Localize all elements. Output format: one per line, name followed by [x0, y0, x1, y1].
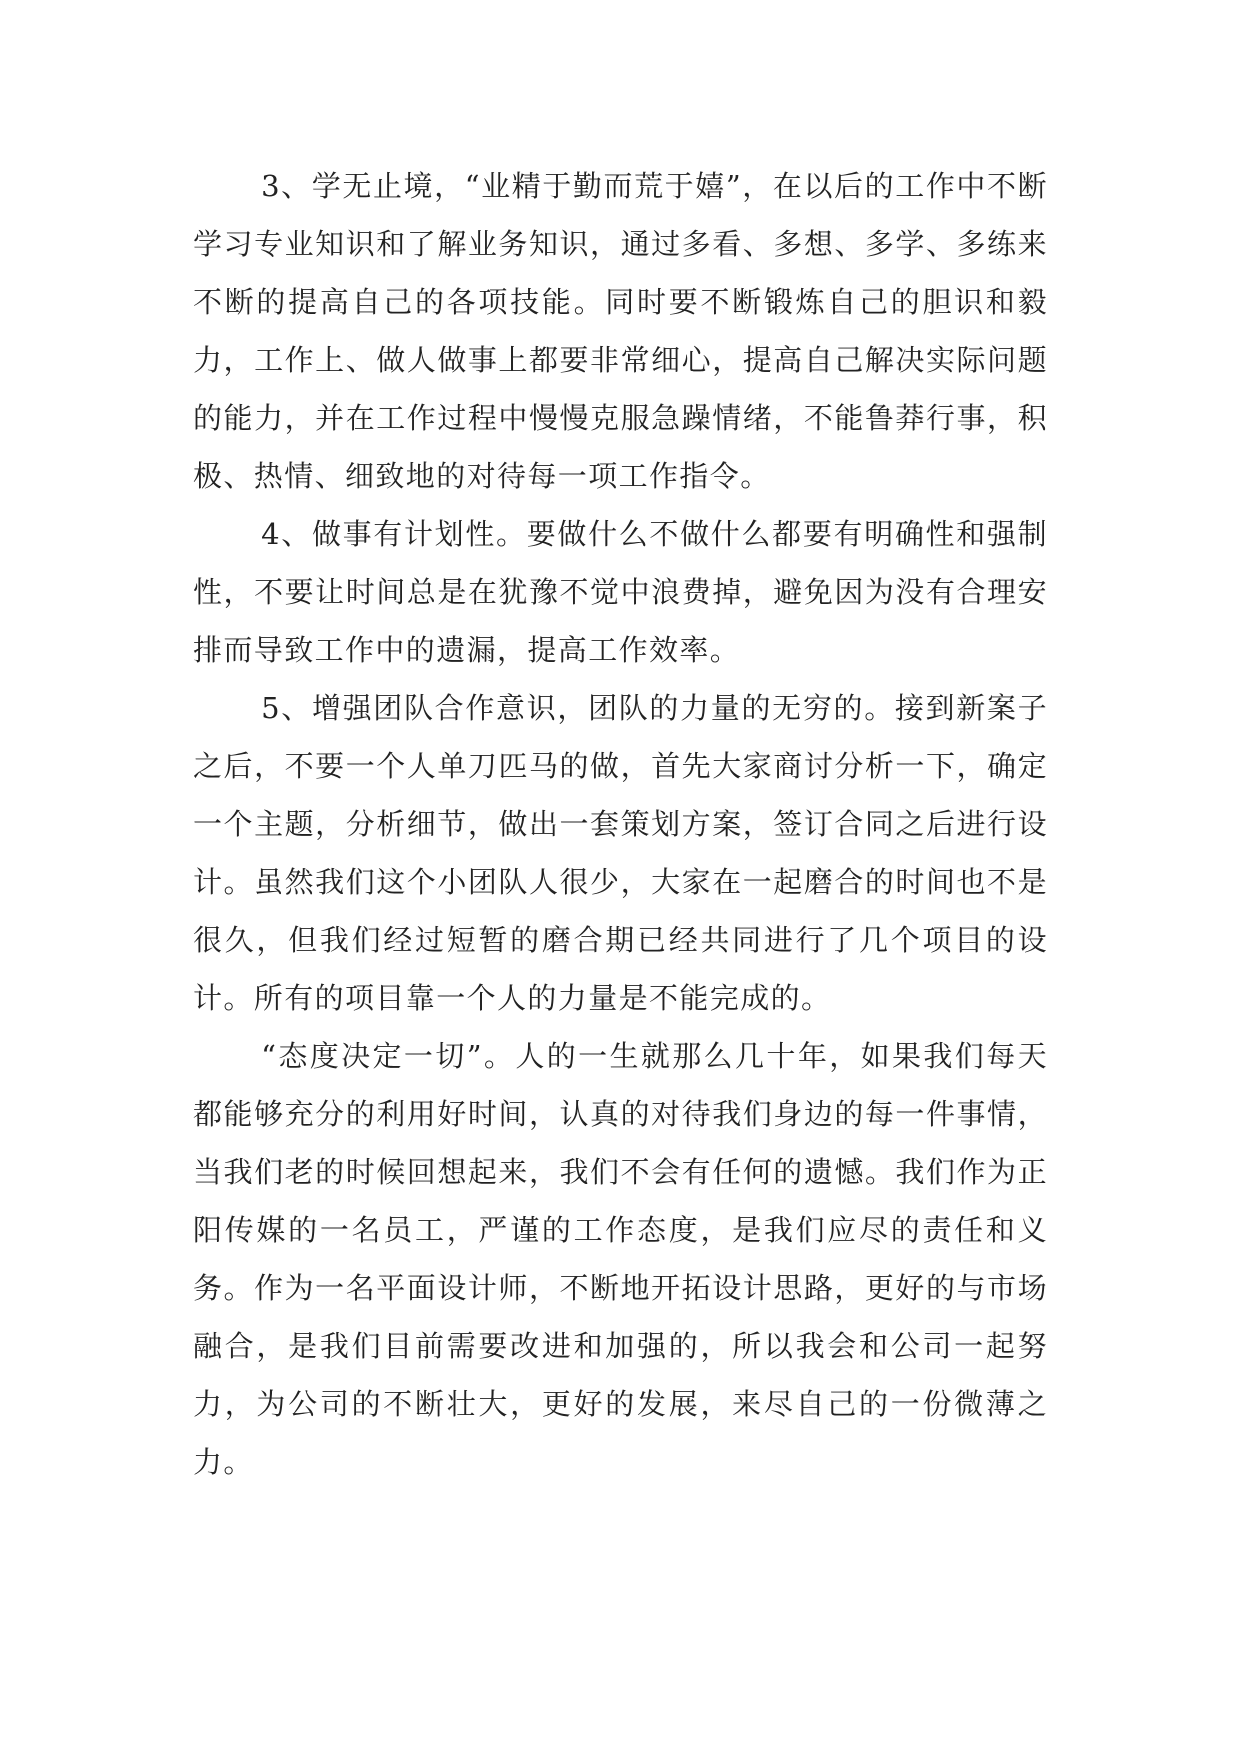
paragraph-point-3: 3、学无止境，“业精于勤而荒于嬉”，在以后的工作中不断学习专业知识和了解业务知识，通过多看、多想、多学、多练来不断的提高自己的各项技能。同时要不断锻炼自己的胆识和毅力，工作上、做人做事上都要非常细心，提高自己解决实际问题的能力，并在工作过程中慢慢克服急躁情绪，不能鲁莽行事，积极、热情、细致地的对待每一项工作指令。 — [193, 169, 1048, 493]
paragraph-point-5: 5、增强团队合作意识，团队的力量的无穷的。接到新案子之后，不要一个人单刀匹马的做，首先大家商讨分析一下，确定一个主题，分析细节，做出一套策划方案，签订合同之后进行设计。虽然我们这个小团队人很少，大家在一起磨合的时间也不是很久，但我们经过短暂的磨合期已经共同进行了几个项目的设计。所有的项目靠一个人的力量是不能完成的。 — [193, 691, 1048, 1015]
paragraph-point-4: 4、做事有计划性。要做什么不做什么都要有明确性和强制性，不要让时间总是在犹豫不觉中浪费掉，避免因为没有合理安排而导致工作中的遗漏，提高工作效率。 — [193, 517, 1048, 667]
document-body — [193, 157, 1048, 1491]
paragraph-conclusion: “态度决定一切”。人的一生就那么几十年，如果我们每天都能够充分的利用好时间，认真的对待我们身边的每一件事情，当我们老的时候回想起来，我们不会有任何的遗憾。我们作为正阳传媒的一名员工，严谨的工作态度，是我们应尽的责任和义务。作为一名平面设计师，不断地开拓设计思路，更好的与市场融合，是我们目前需要改进和加强的，所以我会和公司一起努力，为公司的不断壮大，更好的发展，来尽自己的一份微薄之力。 — [193, 1039, 1048, 1479]
